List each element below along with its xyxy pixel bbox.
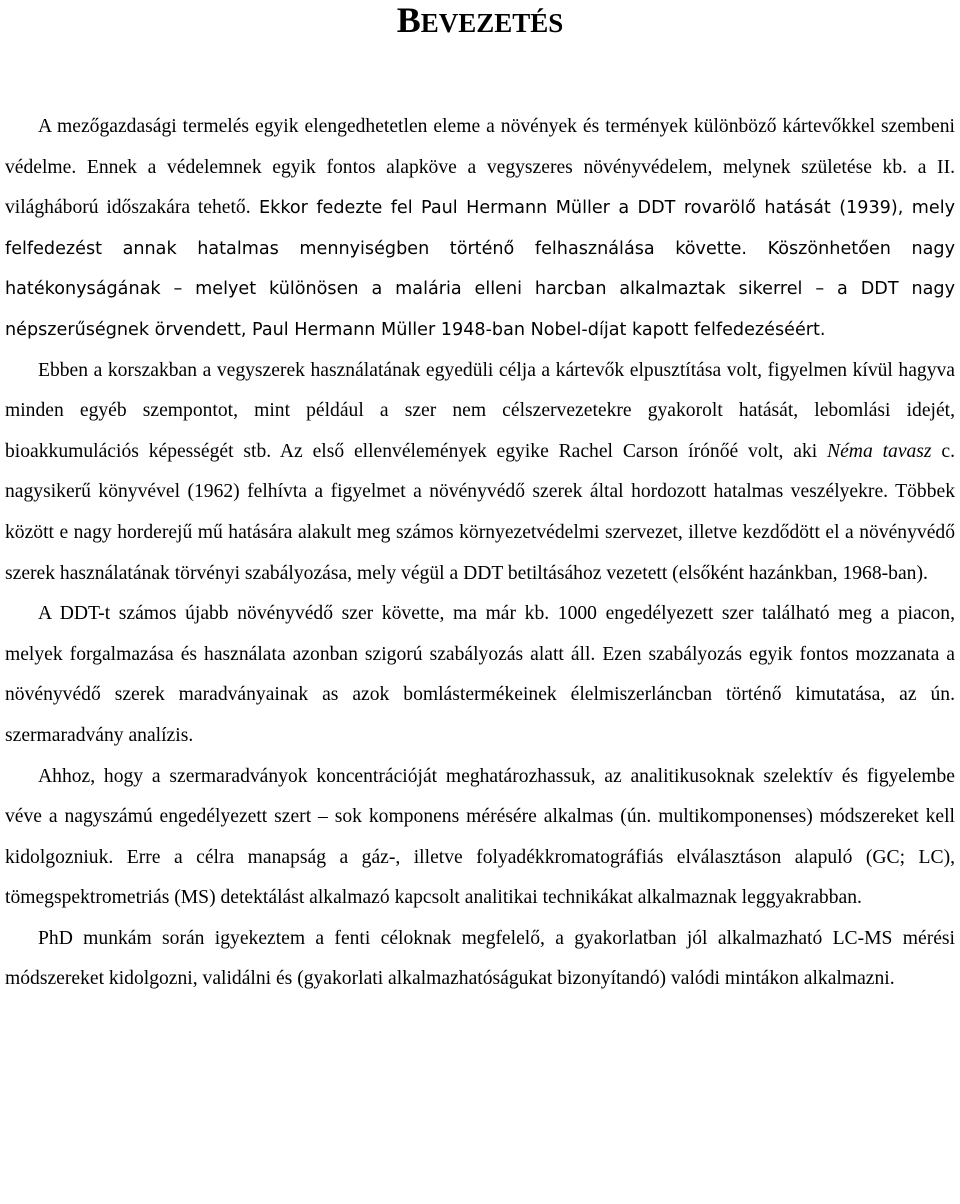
paragraph-4 — [5, 757, 955, 919]
paragraph-2 — [5, 351, 955, 595]
document-body — [5, 107, 955, 1000]
page-title — [0, 0, 960, 43]
paragraph-2-text-a: Ebben a korszakban a vegyszerek használatának egyedüli célja a kártevők elpusztítása volt, figyelmen kívül hagyva minden egyéb szempontot, mint például a szer nem célszervezetekre gyakorolt hatását, lebomlási idejét, bioakkumulációs képességét stb. Az első ellenvélemények egyike Rachel Carson írónőé volt, aki — [5, 359, 955, 462]
paragraph-5-text: PhD munkám során igyekeztem a fenti céloknak megfelelő, a gyakorlatban jól alkalmazható LC-MS mérési módszereket kidolgozni, validálni és (gyakorlati alkalmazhatóságukat bizonyítandó) valódi mintákon alkalmazni. — [5, 927, 955, 990]
paragraph-2-text-b: c. nagysikerű könyvével (1962) felhívta a figyelmet a növényvédő szerek által hordozott hatalmas veszélyekre. Többek között e nagy horderejű mű hatására alakult meg számos környezetvédelmi szervezet, illetve kezdődött el a növényvédő szerek használatának törvényi szabályozása, mely végül a DDT betiltásához vezetett (elsőként hazánkban, 1968-ban). — [5, 440, 955, 584]
paragraph-1-text-b: Ekkor fedezte fel Paul Hermann Müller a DDT rovarölő hatását (1939), mely felfedezést annak hatalmas mennyiségben történő felhasználása követte. Köszönhetően nagy hatékonyságának – melyet különösen a malária elleni harcban alkalmaztak sikerrel – a DDT nagy népszerűségnek örvendett, Paul Hermann Müller 1948-ban Nobel-díjat kapott felfedezéséért. — [5, 198, 955, 340]
paragraph-1-text-a: A mezőgazdasági termelés egyik elengedhetetlen eleme a növények és termények különböző kártevőkkel szembeni védelme. Ennek a védelemnek egyik fontos alapköve a vegyszeres növényvédelem, melynek születése kb. a II. világháború időszakára tehető. — [5, 116, 955, 219]
paragraph-5 — [5, 919, 955, 1000]
paragraph-3-text: A DDT-t számos újabb növényvédő szer követte, ma már kb. 1000 engedélyezett szer található meg a piacon, melyek forgalmazása és használata azonban szigorú szabályozás alatt áll. Ezen szabályozás egyik fontos mozzanata a növényvédő szerek maradványainak as azok bomlástermékeinek élelmiszerláncban történő kimutatása, az ún. szermaradvány analízis. — [5, 603, 955, 746]
title-initial: B — [396, 0, 421, 40]
book-title: Néma tavasz — [827, 440, 932, 462]
paragraph-4-text: Ahhoz, hogy a szermaradványok koncentrációját meghatározhassuk, az analitikusoknak szelektív és figyelembe véve a nagyszámú engedélyezett szert – sok komponens mérésére alkalmas (ún. multikomponenses) módszereket kell kidolgozniuk. Erre a célra manapság a gáz-, illetve folyadékkromatográfiás elválasztáson alapuló (GC; LC), tömegspektrometriás (MS) detektálást alkalmazó kapcsolt analitikai technikákat alkalmaznak leggyakrabban. — [5, 765, 955, 909]
paragraph-3 — [5, 594, 955, 756]
title-rest: EVEZETÉS — [420, 8, 564, 38]
paragraph-1 — [5, 107, 955, 351]
